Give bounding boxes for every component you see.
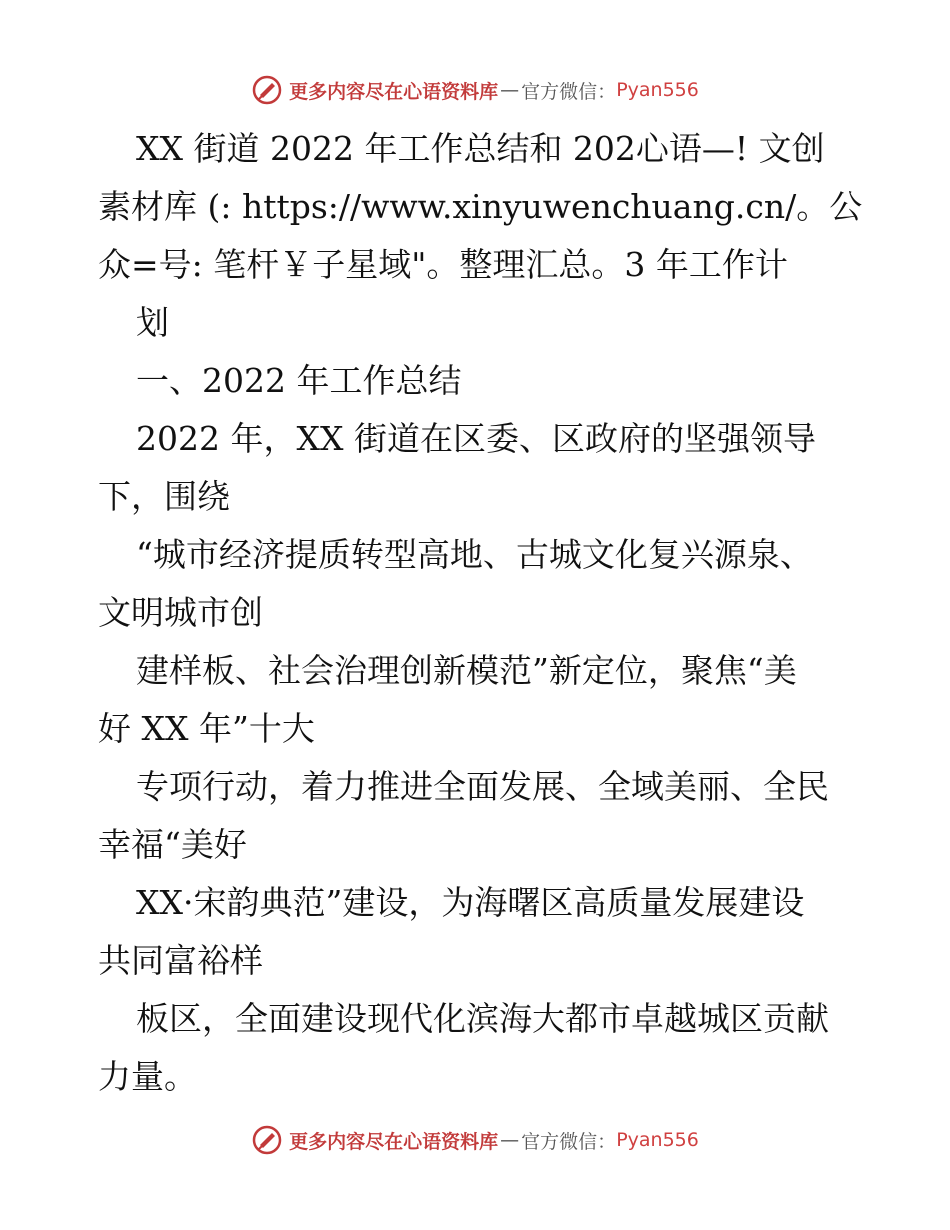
text-line: 专项行动，着力推进全面发展、全域美丽、全民 [136,767,829,806]
brand-logo-icon [251,74,283,106]
banner-separator: — [500,79,520,101]
banner-wechat-label: 官方微信： [521,80,617,103]
banner-separator: — [500,1129,520,1151]
text-line: 板区，全面建设现代化滨海大都市卓越城区贡献 [136,999,829,1038]
text-line: XX 街道 2022 年工作总结和 202心语—! 文创 [136,129,825,168]
banner-wechat-id: Pyan556 [616,79,699,101]
banner-text: 更多内容尽在心语资料库 [289,80,499,103]
text-line: 众=号: 笔杆￥子星域"。整理汇总。3 年工作计 [98,245,788,284]
text-line: XX·宋韵典范”建设，为海曙区高质量发展建设 [136,883,805,922]
header-watermark-banner [0,72,950,108]
text-line: 建样板、社会治理创新模范”新定位，聚焦“美 [136,651,797,690]
brand-logo-icon [251,1124,283,1156]
text-line: 共同富裕样 [98,941,263,980]
footer-watermark-banner [0,1122,950,1158]
text-line: 下，围绕 [98,477,230,516]
banner-wechat-id: Pyan556 [616,1129,699,1151]
text-line: 2022 年，XX 街道在区委、区政府的坚强领导 [136,419,816,458]
text-line: 文明城市创 [98,593,263,632]
text-line: 幸福“美好 [98,825,247,864]
banner-wechat-label: 官方微信： [521,1130,617,1153]
text-line: 划 [136,303,169,342]
banner-text: 更多内容尽在心语资料库 [289,1130,499,1153]
section-heading: 一、2022 年工作总结 [136,361,462,400]
text-line: 素材库 (: https://www.xinyuwenchuang.cn/。公 [98,187,863,226]
document-body [98,120,863,1106]
text-line: “城市经济提质转型高地、古城文化复兴源泉、 [136,535,813,574]
text-line: 力量。 [98,1057,197,1096]
text-line: 好 XX 年”十大 [98,709,315,748]
